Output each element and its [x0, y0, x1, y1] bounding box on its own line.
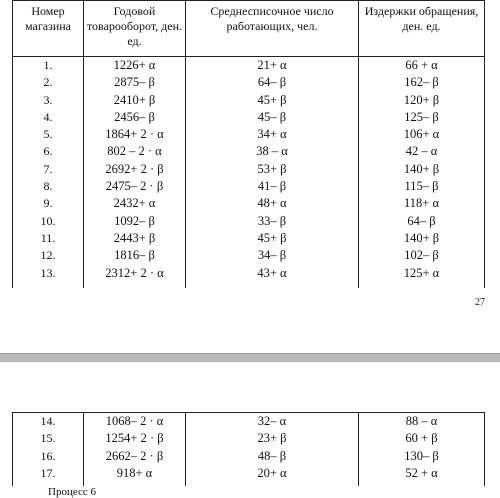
column-employee-values: [186, 57, 359, 288]
cell-t: 2692+ 2 · β: [105, 161, 164, 176]
cell-t: 1864+ 2 · α: [105, 127, 164, 142]
cell-c: 125+ α: [403, 265, 440, 280]
cell-t: 2432+ α: [113, 196, 156, 211]
cell-n: 10.: [40, 213, 56, 228]
cell-c: 88 – α: [405, 414, 438, 428]
cell-e: 53+ β: [257, 161, 287, 176]
cell-t: 2312+ 2 · α: [105, 265, 164, 280]
cell-e: 34+ α: [257, 127, 287, 142]
cell-e: 45– β: [257, 109, 287, 124]
cell-e: 48– β: [257, 448, 287, 463]
cell-t: 1226+ α: [113, 58, 156, 72]
cell-n: 13.: [40, 265, 56, 280]
cell-e: 64– β: [257, 75, 287, 90]
cell-n: 3.: [43, 92, 53, 107]
cell-c: 52 + α: [405, 465, 438, 480]
cell-n: 2.: [43, 75, 53, 90]
cell-c: 140+ β: [403, 161, 440, 176]
cell-e: 33– β: [257, 213, 287, 228]
cell-c: 130– β: [404, 448, 439, 463]
header-store: Номер магазина: [13, 1, 84, 57]
cell-e: 20+ α: [257, 465, 287, 480]
cell-e: 45+ β: [257, 92, 287, 107]
cell-c: 120+ β: [403, 92, 440, 107]
column-turnover-values-cont: [84, 413, 186, 486]
column-cost-values-cont: [359, 413, 485, 486]
page-separator: [0, 353, 500, 362]
column-employee-values-cont: [186, 413, 359, 486]
cell-n: 8.: [43, 179, 53, 194]
cell-t: 2662– 2 · β: [105, 448, 164, 463]
column-store-numbers-cont: [13, 413, 84, 486]
header-costs: Издержки обращения, ден. ед.: [359, 1, 485, 57]
cell-n: 9.: [43, 196, 53, 211]
cell-c: 106+ α: [403, 127, 440, 142]
cell-n: 1.: [43, 58, 53, 72]
cell-t: 1092– β: [114, 213, 155, 228]
cell-n: 12.: [40, 248, 56, 263]
cell-t: 1068– 2 · α: [105, 414, 164, 428]
cell-e: 45+ β: [257, 230, 287, 245]
cell-e: 34– β: [257, 248, 287, 263]
cell-n: 17.: [40, 465, 56, 480]
cell-n: 4.: [43, 109, 53, 124]
cell-c: 60 + β: [405, 431, 438, 446]
cell-e: 23+ β: [257, 431, 287, 446]
cell-t: 1254+ 2 · β: [105, 431, 164, 446]
cell-c: 118+ α: [403, 196, 439, 211]
cell-t: 2410+ β: [113, 92, 156, 107]
cell-c: 140+ β: [403, 230, 440, 245]
cell-e: 38 – α: [256, 144, 288, 159]
cell-n: 7.: [43, 161, 53, 176]
cell-n: 5.: [43, 127, 53, 142]
cell-n: 16.: [40, 448, 56, 463]
page-number: 27: [475, 297, 485, 308]
cell-c: 102– β: [404, 248, 439, 263]
cell-t: 2875– β: [114, 75, 155, 90]
cell-e: 43+ α: [257, 265, 287, 280]
cell-e: 48+ α: [257, 196, 287, 211]
cell-n: 11.: [40, 230, 56, 245]
cell-e: 21+ α: [257, 58, 287, 72]
column-cost-values: [359, 57, 485, 288]
cell-c: 125– β: [404, 109, 439, 124]
column-turnover-values: [84, 57, 186, 288]
cell-c: 162– β: [404, 75, 439, 90]
cell-c: 66 + α: [405, 58, 438, 72]
cell-n: 6.: [43, 144, 53, 159]
cell-t: 918+ α: [116, 465, 153, 480]
header-employees: Среднесписочное число работающих, чел.: [186, 1, 359, 57]
cell-t: 802 – 2 · α: [107, 144, 162, 159]
cell-c: 115– β: [404, 179, 439, 194]
data-table-top: [12, 0, 485, 288]
cell-c: 42 – α: [405, 144, 438, 159]
cell-t: 2456– β: [114, 109, 155, 124]
header-turnover: Годовой товарооборот, ден. ед.: [84, 1, 186, 57]
cell-c: 64– β: [407, 213, 436, 228]
footer-text-fragment: Процесс 6: [48, 486, 97, 498]
data-table-bottom: [12, 412, 485, 486]
cell-n: 14.: [40, 414, 56, 428]
cell-e: 32– α: [257, 414, 287, 428]
cell-t: 1816– β: [114, 248, 155, 263]
cell-t: 2475– 2 · β: [105, 179, 164, 194]
cell-n: 15.: [40, 431, 56, 446]
column-store-numbers: [13, 57, 84, 288]
cell-t: 2443+ β: [113, 230, 156, 245]
cell-e: 41– β: [257, 179, 287, 194]
